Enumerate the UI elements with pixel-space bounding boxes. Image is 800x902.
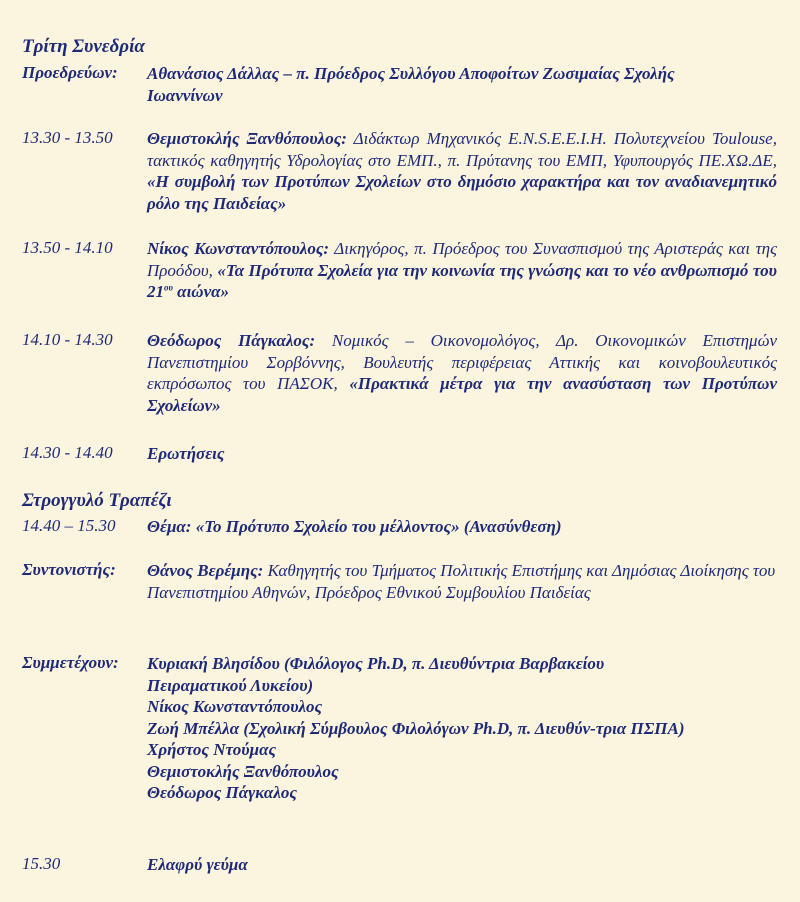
talk-time: 13.30 - 13.50	[22, 128, 113, 147]
coordinator-name: Θάνος Βερέμης:	[147, 561, 264, 580]
coordinator-label: Συντονιστής:	[22, 560, 116, 579]
closing-time: 15.30	[22, 854, 61, 873]
talk-title: «Τα Πρότυπα Σχολεία για την κοινωνία της γνώσης και το νέο ανθρωπισμό του 21	[147, 260, 777, 301]
talk-time: 13.50 - 14.10	[22, 238, 113, 257]
talk-time: 14.10 - 14.30	[22, 330, 113, 349]
talk-entry	[147, 330, 777, 416]
participant-item: Ζωή Μπέλλα (Σχολική Σύμβουλος Φιλολόγων Ph.D, π. Διευθύν-τρια ΠΣΠΑ)	[147, 718, 685, 738]
participant-item: Κυριακή Βλησίδου (Φιλόλογος Ph.D, π. Διευθύντρια Βαρβακείου Πειραματικού Λυκείου)	[147, 654, 605, 695]
participant-item: Νίκος Κωνσταντόπουλος	[147, 697, 323, 716]
talk-entry	[147, 238, 777, 303]
talk-time: 14.30 - 14.40	[22, 443, 113, 462]
closing-label: Ελαφρύ γεύμα	[147, 855, 248, 874]
talk-title: «Πρακτικά μέτρα για την ανασύσταση των Προτύπων Σχολείων»	[147, 374, 777, 415]
questions-label: Ερωτήσεις	[147, 444, 225, 463]
talk-entry	[147, 128, 777, 214]
coordinator-entry	[147, 560, 777, 603]
talk-description: Διδάκτωρ Μηχανικός E.N.S.E.E.I.H. Πολυτεχνείου Toulouse, τακτικός καθηγητής Υδρολογίας στο ΕΜΠ., π. Πρύτανης του ΕΜΠ, Υφυπουργός ΠΕ.ΧΩ.ΔΕ,	[147, 129, 777, 170]
talk-speaker: Νίκος Κωνσταντόπουλος:	[147, 239, 330, 258]
participant-item: Χρήστος Ντούμας	[147, 740, 277, 759]
coordinator-desc: Καθηγητής του Τμήματος Πολιτικής Επιστήμης και Δημόσιας Διοίκησης του Πανεπιστημίου Αθηνών, Πρόεδρος Εθνικού Συμβουλίου Παιδείας	[147, 561, 776, 602]
talk-title: «Η συμβολή των Προτύπων Σχολείων στο δημόσιο χαρακτήρα και τον αναδιανεμητικό ρόλο της Παιδείας»	[147, 172, 777, 213]
talk-speaker: Θεόδωρος Πάγκαλος:	[147, 331, 316, 350]
round-table-time: 14.40 – 15.30	[22, 516, 116, 535]
section-title: Τρίτη Συνεδρία	[22, 36, 145, 57]
participant-item: Θεμιστοκλής Ξανθόπουλος	[147, 761, 339, 781]
participants-label: Συμμετέχουν:	[22, 653, 119, 672]
round-table-theme: Θέμα: «Το Πρότυπο Σχολείο του μέλλοντος» (Ανασύνθεση)	[147, 517, 562, 536]
chair-label: Προεδρεύων:	[22, 63, 118, 82]
round-table-title: Στρογγυλό Τραπέζι	[22, 490, 172, 511]
talk-description: Δικηγόρος, π. Πρόεδρος του Συνασπισμού της Αριστεράς και της Προόδου,	[147, 239, 777, 280]
talk-description: Νομικός – Οικονομολόγος, Δρ. Οικονομικών Επιστημών Πανεπιστημίου Σορβόννης, Βουλευτής περιφέρειας Αττικής και κοινοβουλευτικός εκπρόσωπος του ΠΑΣΟΚ,	[147, 331, 777, 393]
chair-text: Αθανάσιος Δάλλας – π. Πρόεδρος Συλλόγου Αποφοίτων Ζωσιμαίας Σχολής Ιωαννίνων	[147, 64, 675, 105]
talk-title-end: αιώνα»	[172, 282, 230, 301]
participant-item: Θεόδωρος Πάγκαλος	[147, 783, 297, 802]
talk-title-sup: ου	[164, 282, 173, 293]
talk-speaker: Θεμιστοκλής Ξανθόπουλος:	[147, 129, 347, 148]
participants-list	[147, 653, 687, 804]
